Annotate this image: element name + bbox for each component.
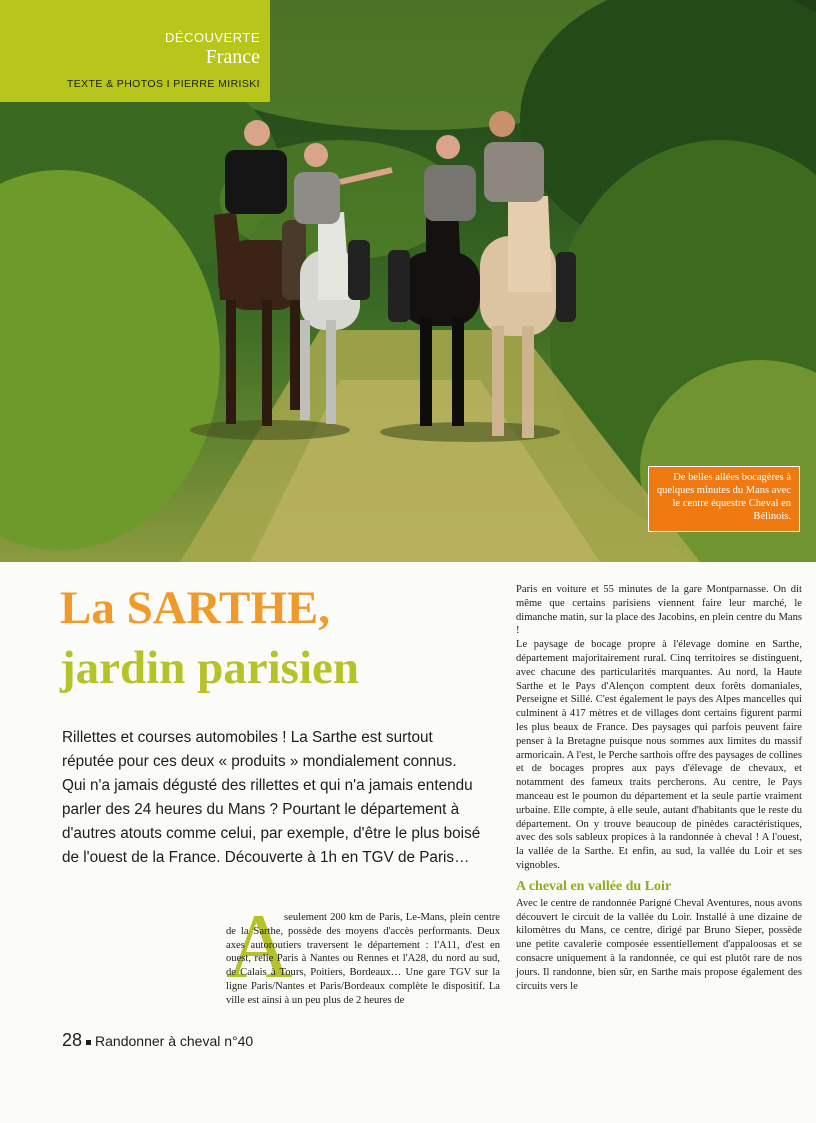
photo-caption: De belles allées bocagères à quelques minutes du Mans avec le centre équestre Cheval en Bélinois.: [648, 466, 800, 532]
body-paragraph-lead: [226, 911, 500, 1008]
title-line-2: jardin parisien: [60, 642, 360, 694]
column-right: [516, 583, 802, 993]
body-paragraph-2: Le paysage de bocage propre à l'élevage domine en Sarthe, département majoritairement rural. Cinq territoires se distinguent, avec chacune des particularités marquantes. Au nord, la Haute Sarthe et le Pays d'Alençon comptent deux forêts domaniales, Perseigne et Sillé. C'est également le pays des Alpes mancelles qui culminent à 417 mètres et de villages dont certains figurent parmi les plus beaux de France. Des paysages qui parfois peuvent faire penser à la Bretagne puisque nous sommes aux limites du massif armoricain. A l'est, le Perche sarthois offre des paysages de collines et de bocages propres aux pays d'élevage de chevaux, et notamment des fameux traits percherons. Au centre, le Pays manceau est le poumon du département et la seule partie vraiment urbaine. Elle compte, à elle seule, autant d'habitants que le reste du département. On y trouve beaucoup de pinèdes caractéristiques, avec des sols sableux propices à la randonnée à cheval ! A l'ouest, la vallée de la Sarthe. Et enfin, au sud, la vallée du Loir et ses vignobles.: [516, 639, 802, 871]
region-label: France: [205, 46, 260, 68]
page-number: 28: [62, 1030, 83, 1050]
page-footer: [62, 1030, 253, 1051]
title-line-1: La SARTHE,: [60, 582, 330, 634]
body-paragraph-3: Avec le centre de randonnée Parigné Cheval Aventures, nous avons découvert le circuit de la vallée du Loir. Installé à une dizaine de kilomètres du Mans, ce centre, dirigé par Bruno Sieper, possède une petite cavalerie composée essentiellement d'appaloosas et se consacre uniquement à la randonnée, ce qui est plutôt rare de nos jours. Il randonne, bien sûr, en Sarthe mais propose également des circuits vers le: [516, 897, 802, 992]
credit-line: TEXTE & PHOTOS I PIERRE MIRISKI: [66, 78, 260, 90]
section-tag: [0, 0, 270, 102]
column-left: [226, 911, 500, 1008]
footer-bullet: [86, 1040, 91, 1045]
body-paragraph-1: Paris en voiture et 55 minutes de la gare Montparnasse. On dit même que certains parisiens viennent faire leur marché, le dimanche matin, sur la place des Jacobins, en plein centre du Mans !: [516, 584, 802, 637]
article-title: [60, 580, 500, 696]
article-intro: [62, 726, 482, 870]
subheading: A cheval en vallée du Loir: [516, 878, 672, 894]
magazine-name: Randonner à cheval n°40: [95, 1033, 254, 1049]
intro-text: Rillettes et courses automobiles ! La Sarthe est surtout réputée pour ces deux « produits » mondialement connus. Qui n'a jamais dégusté des rillettes et qui n'a jamais entendu parler des 24 heures du Mans ? Pourtant le département à d'autres atouts comme celui, par exemple, d'être le plus boisé de l'ouest de la France. Découverte à 1h en TGV de Paris…: [62, 729, 481, 866]
lead-text: seulement 200 km de Paris, Le-Mans, plein centre de la Sarthe, possède des moyens d'accès performants. Deux axes autoroutiers traversent le département : l'A11, d'est en ouest, relie Paris à Nantes ou Rennes et l'A28, du nord au sud, de Calais à Tours, Poitiers, Bordeaux… Une gare TGV sur la ligne Paris/Nantes et Paris/Bordeaux complète le dispositif. La ville est ainsi à un peu plus de 2 heures de: [226, 912, 500, 1006]
drop-cap: A: [226, 895, 293, 997]
section-label: DÉCOUVERTE: [164, 30, 260, 45]
